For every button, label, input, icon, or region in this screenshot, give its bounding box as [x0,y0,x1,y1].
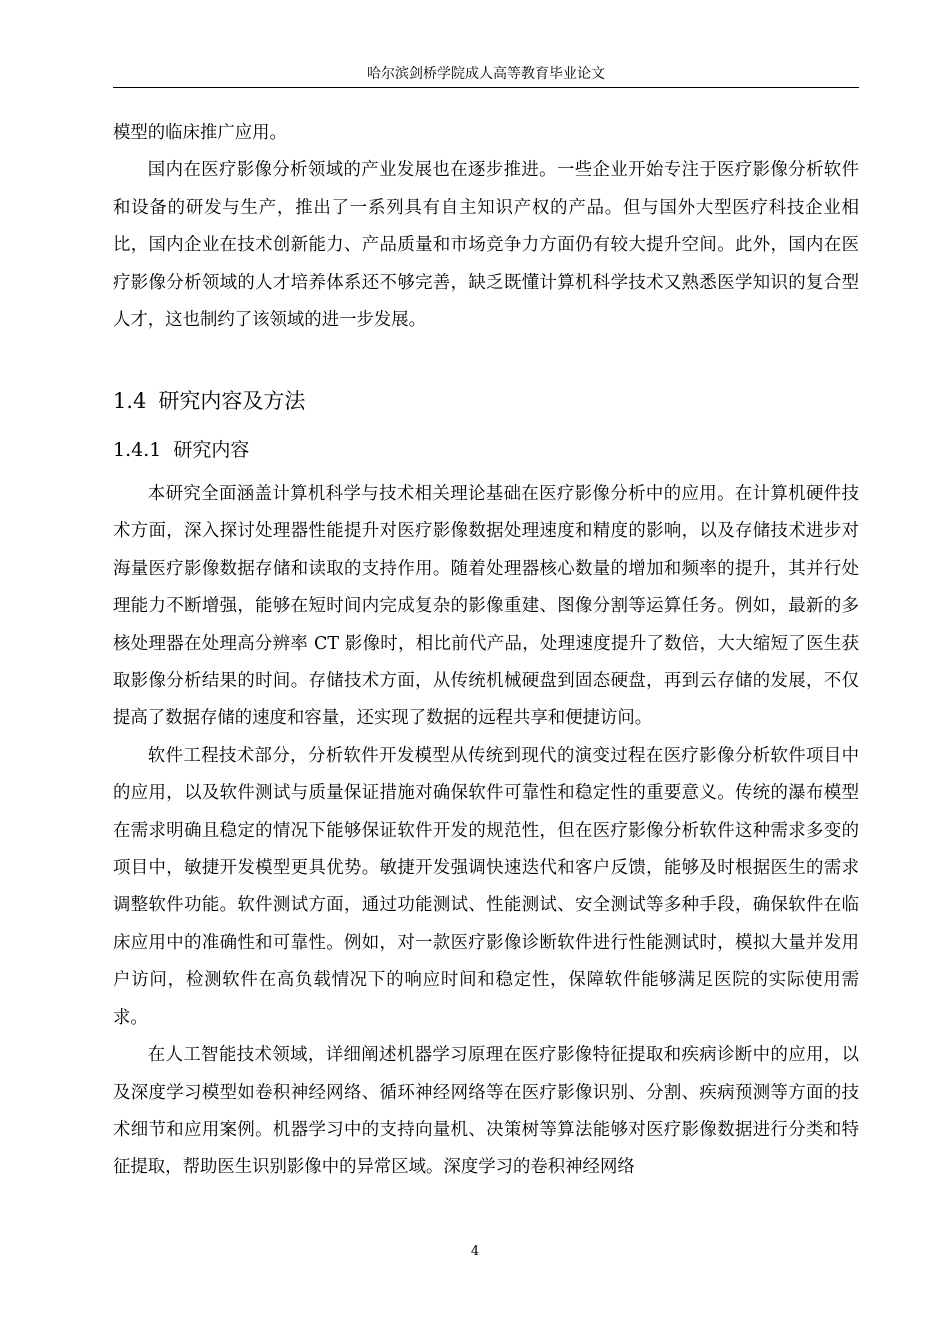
running-header: 哈尔滨剑桥学院成人高等教育毕业论文 [367,66,605,82]
subsection-number: 1.4.1 [113,439,162,461]
page-number: 4 [470,1244,480,1259]
paragraph: 本研究全面涵盖计算机科学与技术相关理论基础在医疗影像分析中的应用。在计算机硬件技术方面，深入探讨处理器性能提升对医疗影像数据处理速度和精度的影响，以及存储技术进步对海量医疗影像数据存储和读取的支持作用。随着处理器核心数量的增加和频率的提升，其并行处理能力不断增强，能够在短时间内完成复杂的影像重建、图像分割等运算任务。例如，最新的多核处理器在处理高分辨率 CT 影像时，相比前代产品，处理速度提升了数倍，大大缩短了医生获取影像分析结果的时间。存储技术方面，从传统机械硬盘到固态硬盘，再到云存储的发展，不仅提高了数据存储的速度和容量，还实现了数据的远程共享和便捷访问。 [113,484,859,729]
header-rule [113,87,859,88]
paragraph: 国内在医疗影像分析领域的产业发展也在逐步推进。一些企业开始专注于医疗影像分析软件和设备的研发与生产，推出了一系列具有自主知识产权的产品。但与国外大型医疗科技企业相比，国内企业在技术创新能力、产品质量和市场竞争力方面仍有较大提升空间。此外，国内在医疗影像分析领域的人才培养体系还不够完善，缺乏既懂计算机科学技术又熟悉医学知识的复合型人才，这也制约了该领域的进一步发展。 [113,160,859,331]
paragraph: 模型的临床推广应用。 [113,123,287,143]
intro-text [113,115,859,339]
paragraph: 在人工智能技术领域，详细阐述机器学习原理在医疗影像特征提取和疾病诊断中的应用，以及深度学习模型如卷积神经网络、循环神经网络等在医疗影像识别、分割、疾病预测等方面的技术细节和应用案例。机器学习中的支持向量机、决策树等算法能够对医疗影像数据进行分类和特征提取，帮助医生识别影像中的异常区域。深度学习的卷积神经网络 [113,1045,859,1178]
subsection-title: 研究内容 [173,439,250,461]
paragraph: 软件工程技术部分，分析软件开发模型从传统到现代的演变过程在医疗影像分析软件项目中的应用，以及软件测试与质量保证措施对确保软件可靠性和稳定性的重要意义。传统的瀑布模型在需求明确且稳定的情况下能够保证软件开发的规范性，但在医疗影像分析软件这种需求多变的项目中，敏捷开发模型更具优势。敏捷开发强调快速迭代和客户反馈，能够及时根据医生的需求调整软件功能。软件测试方面，通过功能测试、性能测试、安全测试等多种手段，确保软件在临床应用中的准确性和可靠性。例如，对一款医疗影像诊断软件进行性能测试时，模拟大量并发用户访问，检测软件在高负载情况下的响应时间和稳定性，保障软件能够满足医院的实际使用需求。 [113,745,859,1028]
section-body [113,476,859,1187]
section-heading [113,377,305,425]
section-number: 1.4 [113,389,147,413]
section-title: 研究内容及方法 [158,389,306,413]
subsection-heading [113,430,249,470]
